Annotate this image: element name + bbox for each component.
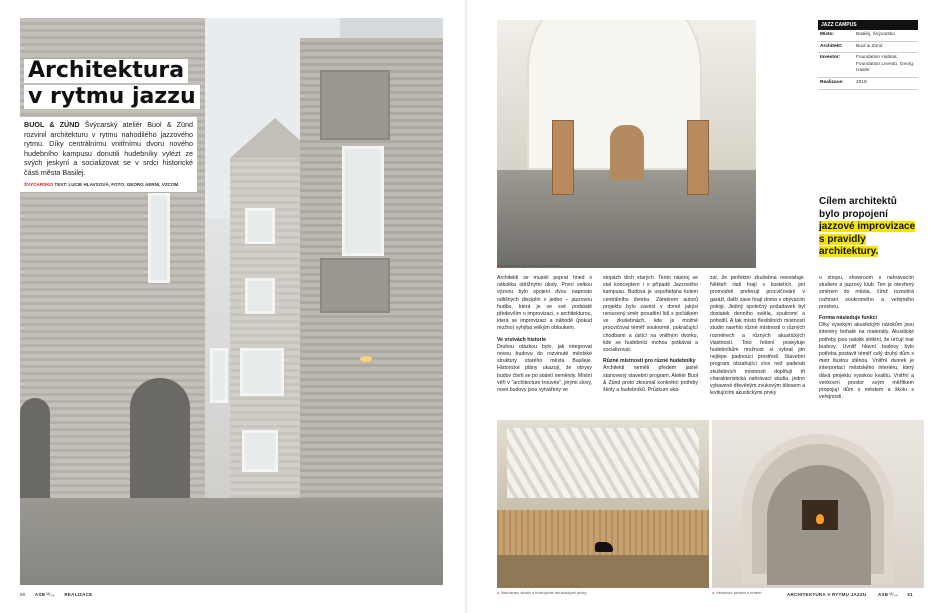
lead-text: Švýcarský ateliér Buol & Zünd rozvinil architekturu v rytmu nahodilého jazzového rytmu. Díky centrálnímu vnitřnímu dvoru nového hudebního kampusu donutili hudebníky vylézt ze svých jeskyní a socializovat se v srdci historické části města Basilej. [24, 120, 193, 177]
info-row-architect: Architekt: Buol & Zünd [818, 42, 918, 54]
right-page [470, 0, 940, 613]
subhead-history: Ve vrstvách historie [497, 336, 547, 343]
corridor-photo [497, 20, 756, 268]
section-right: ARCHITEKTURA V RYTMU JAZZU [787, 592, 867, 597]
infobox-heading: JAZZ CAMPUS [818, 20, 918, 30]
subhead-rooms: Různé místnosti pro různé hudebníky [603, 358, 696, 365]
page-number-right: 51 [907, 592, 913, 597]
caption-fireplace: ● Venkovní prostor s krbem [712, 590, 761, 595]
subhead-form: Forma následuje funkci [819, 315, 877, 322]
left-folio [20, 592, 92, 597]
pull-quote-plain: Cílem architektů bylo propojení [819, 196, 897, 220]
title-line-2: v rytmu jazzu [24, 85, 200, 109]
issue-left: ᴹ/₀₄ [46, 592, 55, 597]
magazine-name-left: ASB [34, 592, 46, 597]
credit-text: TEXT: LUCIE HLAVSOVÁ, FOTO: GEORG AERNI, VZCOM [54, 181, 179, 187]
text-column-1: Architekti se museli poprat hned s několika obtížnými úkoly. První velkou výzvou bylo spojení dvou naprosto odlišných disciplín v jedno – jazzovou hudbu, která je ve své podstatě především o improvizaci, s architekturou, která se improvizací a náhodě (pokud možno) vyhýbá velkým obloukem. Ve vrstvách historie Druhou otázkou bylo, jak integrovat novou budovu do rozvinuté městské struktury starého města Basileje. Historické plány ukazují, že obrysy budov čtvrti se po staletí neměnily. Místní věří v "architecture trouvée", jinými slovy, nové budovy jsou vytvářeny ve [497, 275, 592, 394]
title-line-1: Architektura [24, 59, 188, 83]
article-title [20, 55, 208, 116]
issue-right: ᴹ/₀₄ [889, 592, 898, 597]
info-row-location: Místo: Basilej, Švýcarsko [818, 30, 918, 42]
lead-box [20, 117, 197, 192]
info-row-completion: Realizace: 2016 [818, 78, 918, 90]
country-tag: ŠVÝCARSKO [24, 181, 54, 187]
section-left: REALIZACE [64, 592, 93, 597]
project-infobox [818, 20, 918, 90]
fireplace-photo [712, 420, 924, 588]
magazine-name-right: ASB [877, 592, 889, 597]
info-row-investor: Investor: Foundation Habitat, Foundation Levedo, Georg Hasler [818, 53, 918, 78]
caption-corridor: ● Klikaté chodby mezi zkušebnami [497, 263, 559, 268]
text-column-2: stopách těch starých. Tento nástroj se stal konceptem i v případě Jazzového kampusu. Budova je uspořádána kolem centrálního dvorku. Záměrem autorů projektu bylo zavést v domě jakýsi nenucený směr proudění lidí s počátkem ve zkušebnách, kde je možné procvičovat téměř soukromě, pokračující chodbami a ústící na vnitřním dvorku, kde se hudebníci mohou potkávat a socializovat. Různé místnosti pro různé hudebníky Architekti neměli předem jasně stanovený stavební program. Ateliér Buol & Zünd proto zkoumal konkrétní potřeby školy a hudebníků. Průzkum uká- [603, 275, 698, 394]
page-number-left: 50 [20, 592, 26, 597]
caption-studio: ● Nahrávací studio s levitujícími akustickými prvky [497, 590, 586, 595]
lead-paragraph [24, 120, 193, 178]
text-column-3: zal, že perfektní zkušebna neexistuje. Někteří rádi hrají v kostelích, jiní promodně preferují procvičování v garáži, další zase hrají doma v obývacím pokoji. Jediný společný požadavek byl dostatek denního světla, soukromí a pohodlí. A tak místo flexibilních místností studio navrhlo různé místnosti o různých rozměrech a různých akustických vlastností. Toto řešení poskytuje hudebníkům možnost si vybrat jim nejlépe padnoucí prostředí. Stavební program obsahující více než padesát zkušebních místností doplňují tři charakteristická nahrávací studia, jedno vybavené dřevěným zvukovým tělesem a levitujícími akustickými prvky [710, 275, 805, 397]
pull-quote [819, 196, 919, 259]
lead-authors: BUOL & ZÜND [24, 120, 80, 129]
pull-quote-highlight: jazzové improvizace s pravidly architektury. [819, 221, 916, 257]
studio-photo [497, 420, 709, 588]
right-folio [787, 592, 913, 597]
photo-credit [24, 181, 193, 188]
text-column-4: u stropu, showroom s nahrávacím studiem a jazzový klub. Ten je otevřený směrem do města, čímž rozestírá rozhraní soukromého a veřejného prostoru. Forma následuje funkci Díky vysokým akustickým nárokům jsou interiéry bohaté na materiály. Akustické potřeby jsou natolik striktní, že určují tvar budovy. Uvnitř hlavní budovy bylo potřeba postavit téměř celý druhý dům s metr tlustou stěnou. Vnitřní dvorek je interpretací městského interiéru, který dává projektu vysokou kvalitu. Vnitřní a venkovní prostor svým měřítkem propojují dům s městem a školu s veřejností. [819, 275, 914, 401]
